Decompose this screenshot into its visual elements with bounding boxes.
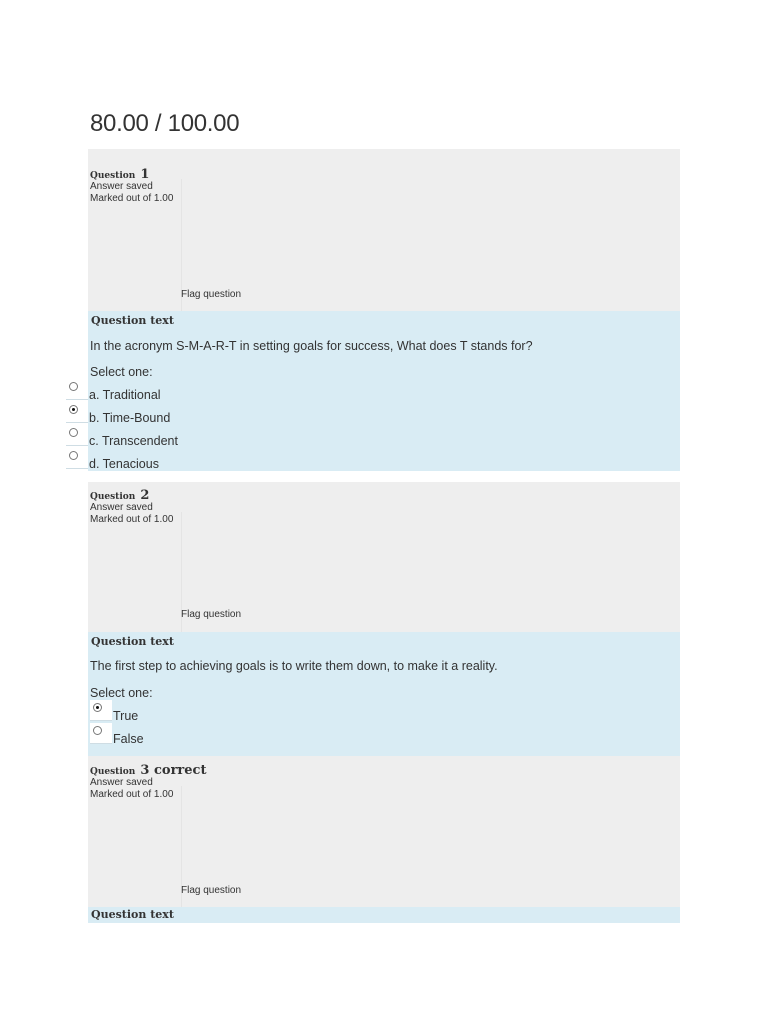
question-number: 1 bbox=[140, 167, 150, 182]
question-number: 3 correct bbox=[140, 763, 207, 778]
question-3-content bbox=[88, 907, 680, 923]
option-b-radio-box[interactable] bbox=[66, 402, 88, 423]
option-d-label[interactable]: d. Tenacious bbox=[89, 457, 159, 471]
radio-button-selected[interactable] bbox=[69, 405, 78, 414]
radio-button[interactable] bbox=[69, 451, 78, 460]
question-grade: Marked out of 1.00 bbox=[90, 789, 174, 800]
quiz-score: 80.00 / 100.00 bbox=[90, 110, 240, 137]
question-3-info bbox=[88, 756, 680, 907]
option-b-label[interactable]: b. Time-Bound bbox=[89, 411, 171, 425]
question-state: Answer saved bbox=[90, 181, 153, 192]
radio-button-selected[interactable] bbox=[93, 703, 102, 712]
question-2-content bbox=[88, 632, 680, 756]
option-a-label[interactable]: a. Traditional bbox=[89, 388, 161, 402]
question-grade: Marked out of 1.00 bbox=[90, 514, 174, 525]
select-one-prompt: Select one: bbox=[90, 686, 153, 700]
question-1-number bbox=[90, 163, 149, 182]
question-text-heading: Question text bbox=[91, 314, 174, 327]
question-text: The first step to achieving goals is to write them down, to make it a reality. bbox=[90, 659, 498, 673]
question-label: Question bbox=[90, 492, 136, 502]
question-number: 2 bbox=[140, 488, 150, 503]
flag-question-link[interactable]: Flag question bbox=[181, 609, 242, 620]
option-false-radio-box[interactable] bbox=[90, 723, 112, 744]
option-d-radio-box[interactable] bbox=[66, 448, 88, 469]
question-text-heading: Question text bbox=[91, 908, 174, 921]
radio-button[interactable] bbox=[69, 428, 78, 437]
question-grade: Marked out of 1.00 bbox=[90, 193, 174, 204]
question-1-info bbox=[88, 149, 680, 311]
question-state: Answer saved bbox=[90, 502, 153, 513]
question-2-number bbox=[90, 484, 149, 503]
question-state: Answer saved bbox=[90, 777, 153, 788]
question-label: Question bbox=[90, 171, 136, 181]
option-a-radio-box[interactable] bbox=[66, 379, 88, 400]
question-3-number bbox=[90, 759, 206, 778]
option-c-label[interactable]: c. Transcendent bbox=[89, 434, 178, 448]
option-false-label[interactable]: False bbox=[113, 732, 144, 746]
question-text: In the acronym S-M-A-R-T in setting goals for success, What does T stands for? bbox=[90, 339, 533, 353]
option-true-label[interactable]: True bbox=[113, 709, 139, 723]
question-label: Question bbox=[90, 767, 136, 777]
radio-button[interactable] bbox=[69, 382, 78, 391]
question-2-info bbox=[88, 482, 680, 632]
select-one-prompt: Select one: bbox=[90, 365, 153, 379]
question-text-heading: Question text bbox=[91, 635, 174, 648]
radio-button[interactable] bbox=[93, 726, 102, 735]
option-c-radio-box[interactable] bbox=[66, 425, 88, 446]
flag-question-link[interactable]: Flag question bbox=[181, 289, 242, 300]
option-true-radio-box[interactable] bbox=[90, 700, 112, 721]
flag-question-link[interactable]: Flag question bbox=[181, 885, 242, 896]
